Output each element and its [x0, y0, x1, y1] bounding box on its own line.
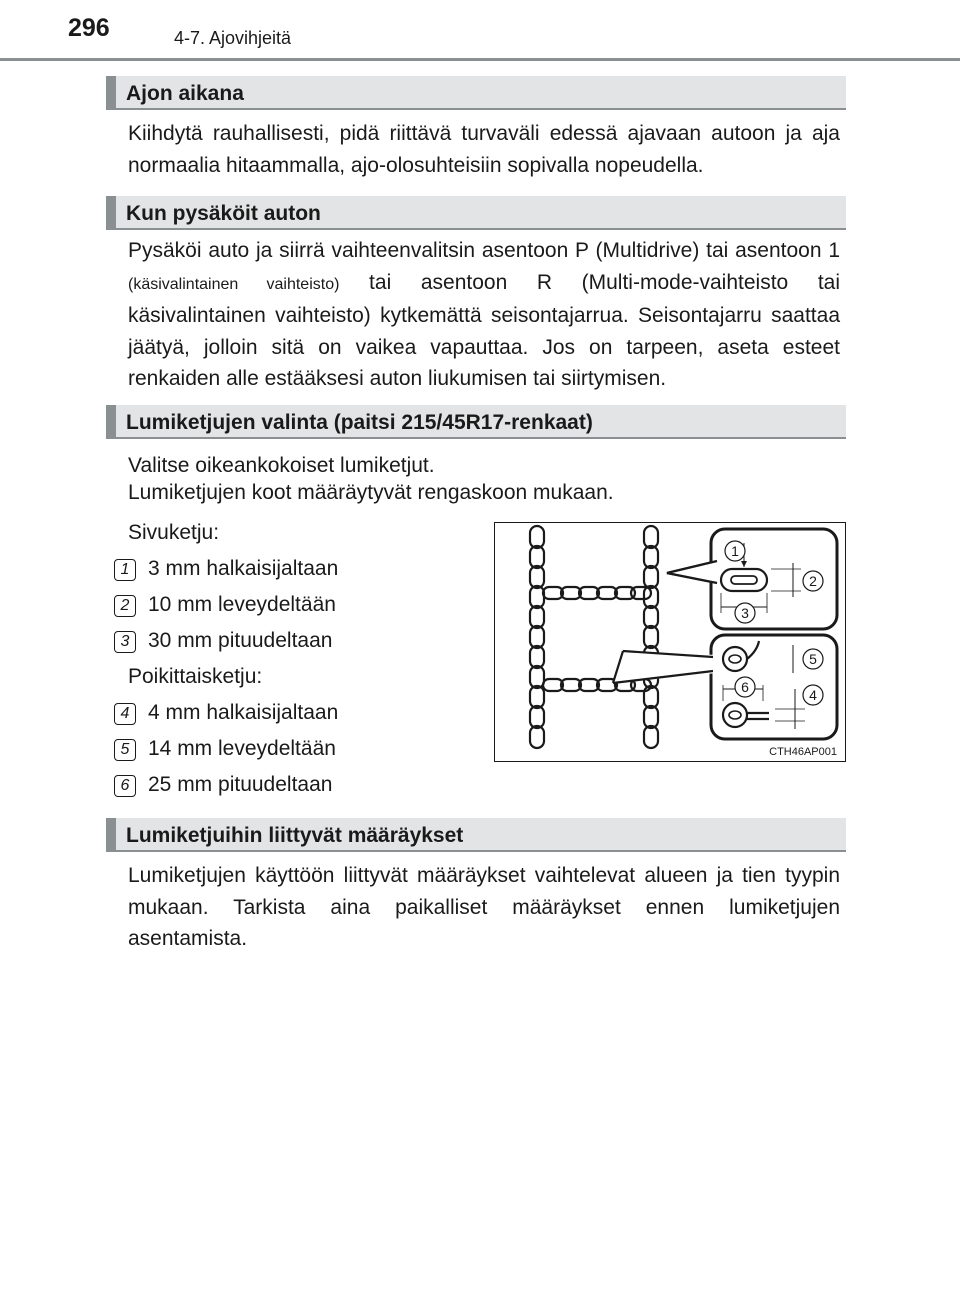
regulations-paragraph: Lumiketjujen käyttöön liittyvät määräykset vaihtelevat alueen ja tien tyypin mukaan. Tarkista aina paikalliset määräykset ennen lumiketjujen asentamista.	[128, 864, 840, 950]
cross-chain-top	[543, 587, 651, 599]
heading-bar	[106, 818, 116, 850]
section-heading-parking	[106, 196, 846, 230]
spec-text: 4 mm halkaisijaltaan	[148, 701, 339, 724]
section-heading-chain-regulations	[106, 818, 846, 852]
spec-text: 3 mm halkaisijaltaan	[148, 557, 339, 580]
parking-text-end: tai asentoon R (Multi-mode-vaihteisto tai käsivalintainen vaihteisto) kytkemättä seisontajarrua. Seisontajarru saattaa jäätyä, jolloin sitä on vaikea vapauttaa. Jos on tarpeen, aseta esteet renkaiden alle estääksesi auton liukumisen tai siirtymisen.	[128, 270, 841, 390]
spec-number: 2	[114, 595, 136, 617]
section-title: Lumiketjuihin liittyvät määräykset	[126, 824, 464, 847]
section-heading-driving	[106, 76, 846, 110]
spec-text: 30 mm pituudeltaan	[148, 629, 333, 652]
side-chain-label: Sivuketju:	[128, 521, 220, 544]
svg-text:1: 1	[731, 543, 739, 559]
spec-text: 10 mm leveydeltään	[148, 593, 336, 616]
spec-item	[114, 736, 336, 762]
svg-text:2: 2	[809, 573, 817, 589]
chain-intro-line-2: Lumiketjujen koot määräytyvät rengaskoon mukaan.	[128, 481, 614, 504]
heading-bar	[106, 196, 116, 228]
chain-intro-line-1: Valitse oikeankokoiset lumiketjut.	[128, 454, 435, 477]
spec-text: 14 mm leveydeltään	[148, 737, 336, 760]
side-chain-left	[530, 526, 544, 748]
parking-paragraph	[128, 235, 840, 395]
section-heading-chain-selection	[106, 405, 846, 439]
section-title: Kun pysäköit auton	[126, 202, 321, 225]
parking-text-small: (käsivalintainen vaihteisto)	[128, 275, 340, 293]
running-head: 4-7. Ajovihjeitä	[174, 28, 292, 48]
spec-item	[114, 628, 332, 654]
side-chain-right	[644, 526, 658, 748]
section-title: Ajon aikana	[126, 82, 244, 105]
spec-item	[114, 592, 336, 618]
parking-text-start: Pysäköi auto ja siirrä vaihteenvalitsin asentoon P (Multidrive) tai asentoon 1	[128, 239, 840, 262]
svg-text:5: 5	[809, 651, 817, 667]
spec-item	[114, 700, 338, 726]
spec-item	[114, 772, 332, 798]
snow-chain-illustration	[494, 522, 846, 762]
driving-paragraph: Kiihdytä rauhallisesti, pidä riittävä turvaväli edessä ajavaan autoon ja aja normaalia hitaammalla, ajo-olosuhteisiin sopivalla nopeudella.	[128, 122, 840, 177]
header-rule	[0, 58, 960, 61]
heading-bar	[106, 405, 116, 437]
spec-number: 5	[114, 739, 136, 761]
heading-bar	[106, 76, 116, 108]
spec-text: 25 mm pituudeltaan	[148, 773, 333, 796]
spec-number: 4	[114, 703, 136, 725]
svg-text:4: 4	[809, 687, 817, 703]
chain-drawing	[495, 523, 845, 761]
cross-chain-label: Poikittaisketju:	[128, 665, 263, 688]
svg-text:3: 3	[741, 605, 749, 621]
svg-text:6: 6	[741, 679, 749, 695]
spec-number: 6	[114, 775, 136, 797]
spec-item	[114, 556, 338, 582]
figure-code: CTH46AP001	[769, 746, 837, 758]
spec-number: 3	[114, 631, 136, 653]
spec-number: 1	[114, 559, 136, 581]
section-title: Lumiketjujen valinta (paitsi 215/45R17-renkaat)	[126, 411, 593, 434]
page-number: 296	[68, 14, 110, 42]
